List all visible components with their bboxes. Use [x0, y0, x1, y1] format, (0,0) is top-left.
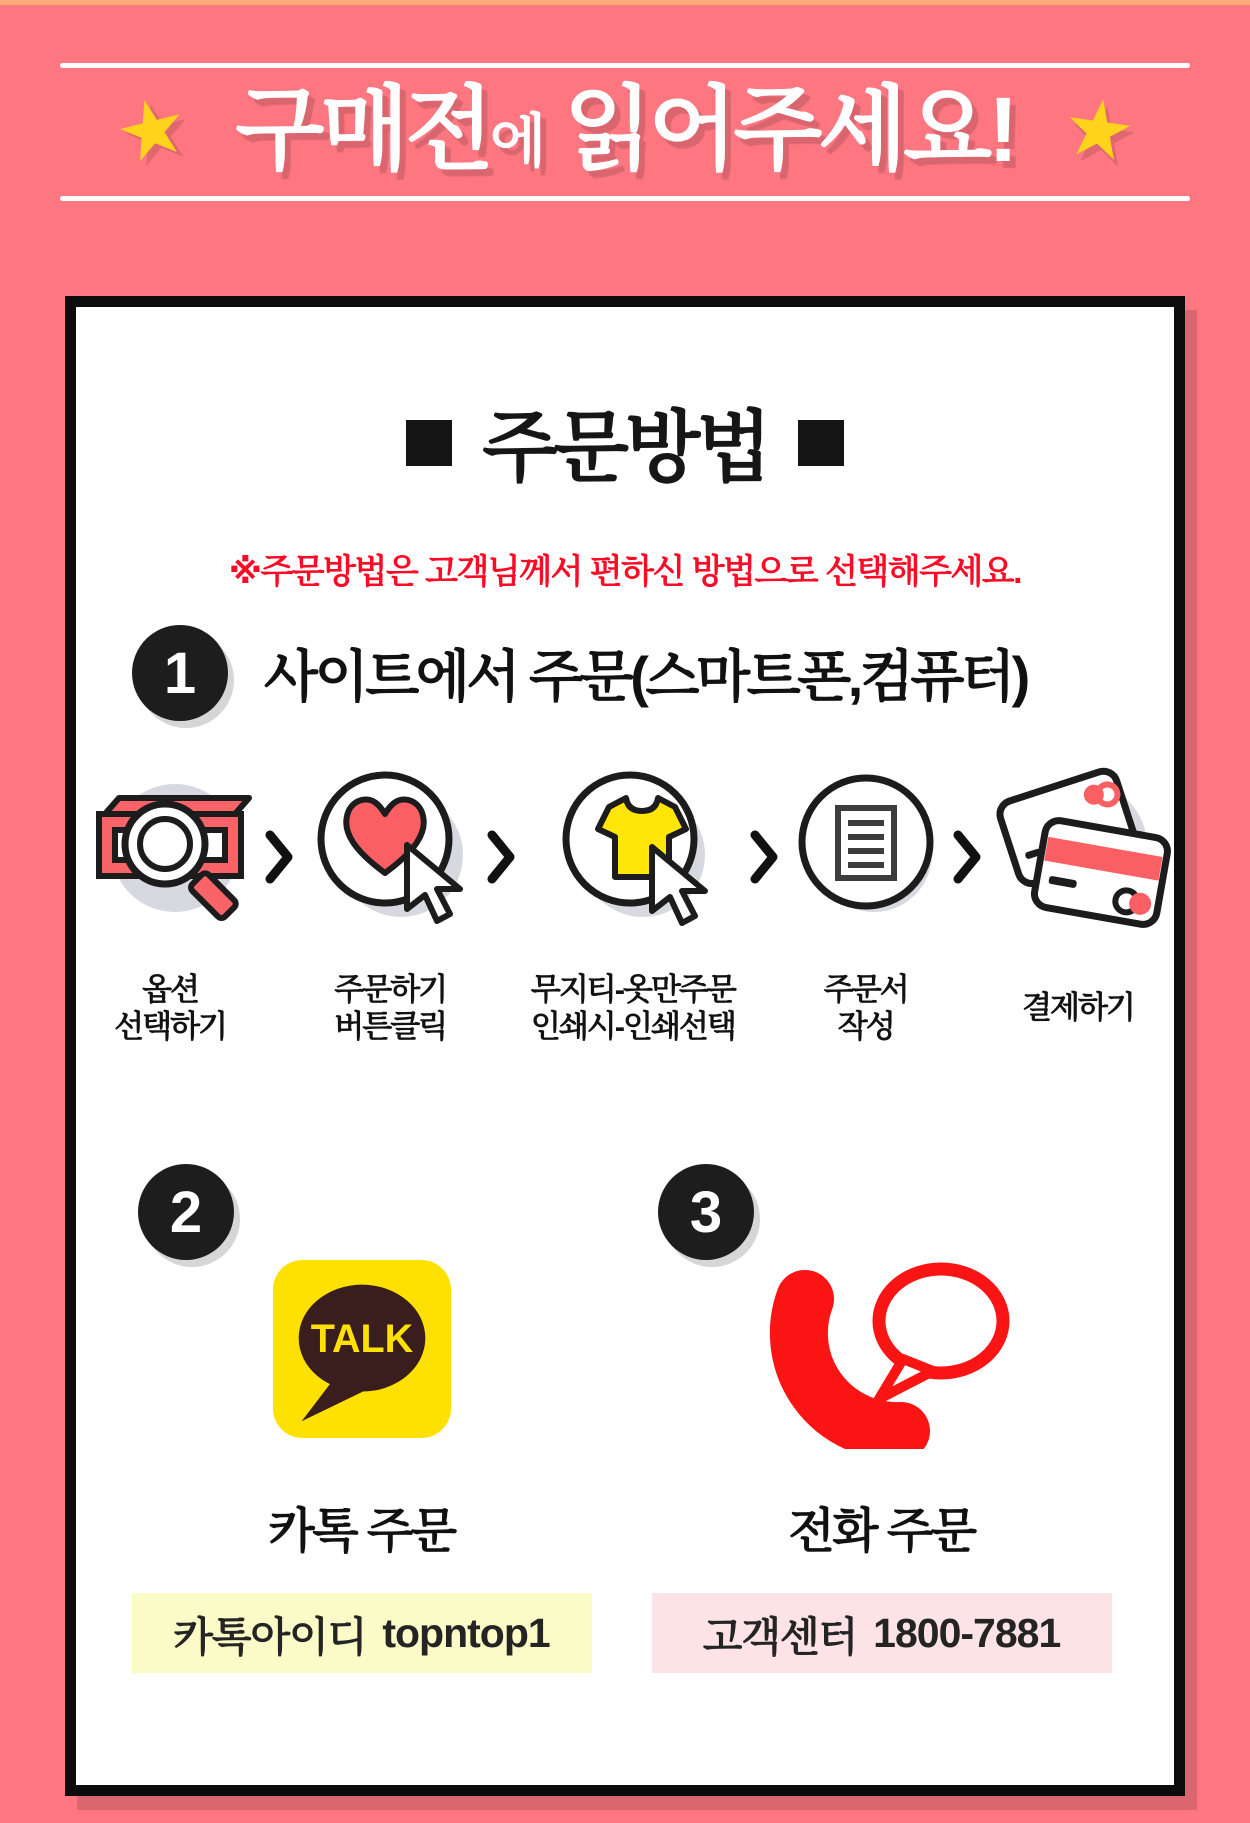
step-caption — [114, 965, 226, 1051]
page-title-part-2: 읽어주세요! — [542, 79, 1015, 181]
step-number-badge: 2 — [138, 1164, 234, 1260]
card-title-text: 주문방법 — [482, 403, 768, 491]
order-form-icon — [786, 757, 946, 935]
step-caption — [824, 965, 908, 1051]
step-caption — [531, 965, 735, 1051]
step-caption-line2: 작성 — [837, 1009, 894, 1044]
step-number-badge: 1 — [132, 625, 228, 721]
step-order-button-click — [294, 757, 486, 1051]
kakao-id-label: 카톡아이디 — [173, 1613, 367, 1660]
order-button-click-icon — [303, 757, 478, 935]
step-caption — [1022, 965, 1134, 1051]
kakao-order-caption: 카톡 주문 — [268, 1505, 455, 1558]
chevron-right-icon — [952, 829, 982, 885]
page-title — [235, 79, 1015, 181]
customer-center-highlight — [652, 1593, 1112, 1673]
step-option-select — [76, 757, 264, 1051]
kakao-id-highlight — [132, 1593, 592, 1673]
kakaotalk-label: TALK — [310, 1316, 413, 1361]
payment-cards-icon — [983, 757, 1173, 935]
square-bullet-icon — [406, 420, 452, 466]
step-caption-line2: 선택하기 — [114, 1009, 226, 1044]
option-search-icon — [83, 757, 258, 935]
order-method-card — [65, 296, 1185, 1796]
square-bullet-icon — [798, 420, 844, 466]
section-1-title: 사이트에서 주문(스마트폰,컴퓨터) — [264, 645, 1027, 708]
top-strip — [0, 0, 1250, 5]
phone-order-caption: 전화 주문 — [788, 1505, 975, 1558]
customer-center-label: 고객센터 — [702, 1613, 858, 1660]
step-number-badge: 3 — [658, 1164, 754, 1260]
chevron-right-icon — [486, 829, 516, 885]
phone-icon — [624, 1248, 1139, 1450]
order-note: ※주문방법은 고객님께서 편하신 방법으로 선택해주세요. — [228, 553, 1022, 591]
header — [0, 77, 1250, 182]
step-payment — [982, 757, 1174, 1051]
chevron-right-icon — [264, 829, 294, 885]
step-caption-line1: 무지티-옷만주문 — [530, 971, 735, 1007]
star-icon: ★ — [1056, 80, 1141, 179]
card-title — [76, 385, 1174, 497]
kakao-id-value: topntop1 — [382, 1609, 550, 1656]
page-title-part-1: 구매전 — [235, 79, 491, 181]
kakaotalk-icon — [104, 1248, 619, 1450]
step-order-form — [779, 757, 951, 1051]
page-title-particle: 에 — [490, 109, 543, 174]
step-caption-line1: 옵션 — [142, 971, 199, 1007]
header-rule-bottom — [60, 196, 1190, 201]
customer-center-phone-number: 1800-7881 — [873, 1609, 1061, 1656]
step-tshirt-print-select — [516, 757, 749, 1051]
step-caption-line2: 인쇄시-인쇄선택 — [530, 1009, 735, 1044]
chevron-right-icon — [749, 829, 779, 885]
section-3-phone-order — [624, 1162, 1139, 1673]
step-caption-line1: 주문서 — [823, 971, 908, 1007]
star-icon: ★ — [105, 77, 197, 182]
tshirt-print-select-icon — [545, 757, 720, 935]
step-caption-line1: 주문하기 — [334, 971, 447, 1007]
section-1-header — [132, 625, 1027, 721]
section-2-kakao-order — [104, 1162, 619, 1673]
step-caption — [334, 965, 446, 1051]
step-caption-line2: 버튼클릭 — [334, 1009, 447, 1044]
order-steps-flow — [76, 757, 1174, 1051]
header-rule-top — [60, 63, 1190, 68]
step-caption-line1: 결제하기 — [1022, 990, 1134, 1026]
